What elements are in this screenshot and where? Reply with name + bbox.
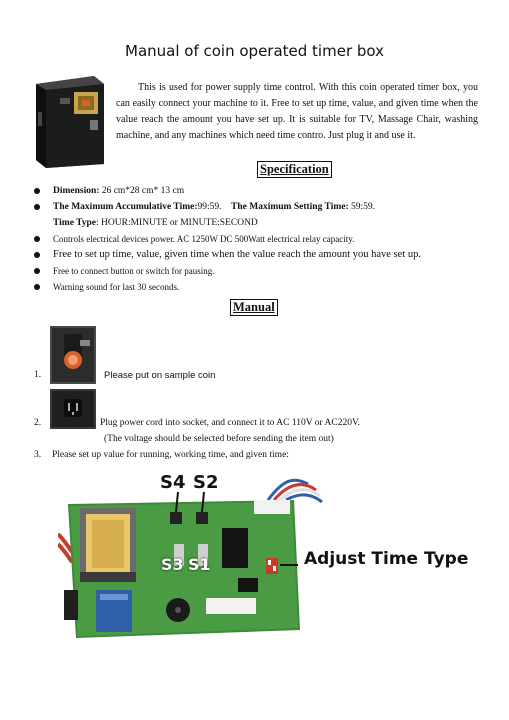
spec-item: Warning sound for last 30 seconds. [34,279,494,295]
spec-item: The Maximum Accumulative Time:99:59. The Maximum Setting Time: 59:59. [34,199,494,215]
step-number: 1. [34,370,42,380]
spec-item: Free to set up time, value, given time when the value reach the amount you have set up. [34,247,494,263]
power-socket-photo [50,389,96,429]
label-s1: S1 [188,555,211,574]
step-text: Please put on sample coin [104,370,216,381]
spec-item: Controls electrical devices power. AC 1250W DC 500Watt electrical relay capacity. [34,231,494,247]
document-title: Manual of coin operated timer box [125,42,384,60]
timer-box-photo [30,72,106,170]
specification-heading: Specification [257,161,332,178]
intro-paragraph: This is used for power supply time control. With this coin operated timer box, you can easily connect your machine to it. Free to set up time, value, and given time when the value reach the amount you have set up. It is suitable for TV, Massage Chair, washing machine, and any machines which need time contro. Just plug it and use it. [116,82,478,141]
label-s2: S2 [193,472,219,493]
spec-item: Free to connect button or switch for pausing. [34,263,494,279]
bullet-icon [34,268,40,274]
specification-list [34,183,494,295]
step-text: Plug power cord into socket, and connect it to AC 110V or AC220V. [100,418,360,428]
label-s3: S3 [161,555,184,574]
bullet-icon [34,204,40,210]
bullet-icon [34,188,40,194]
coin-slot-photo [50,326,96,384]
label-adjust-time-type: Adjust Time Type [304,549,469,569]
manual-heading: Manual [230,299,278,316]
bullet-icon [34,252,40,258]
spec-item: Dimension: 26 cm*28 cm* 13 cm [34,183,494,199]
step-note: (The voltage should be selected before sending the item out) [104,434,334,444]
step-text: Please set up value for running, working time, and given time: [52,450,289,460]
step-number: 3. [34,450,42,460]
label-s4: S4 [160,472,186,493]
spec-subline: Time Type: HOUR:MINUTE or MINUTE:SECOND [53,218,258,228]
bullet-icon [34,236,40,242]
step-number: 2. [34,418,42,428]
bullet-icon [34,284,40,290]
